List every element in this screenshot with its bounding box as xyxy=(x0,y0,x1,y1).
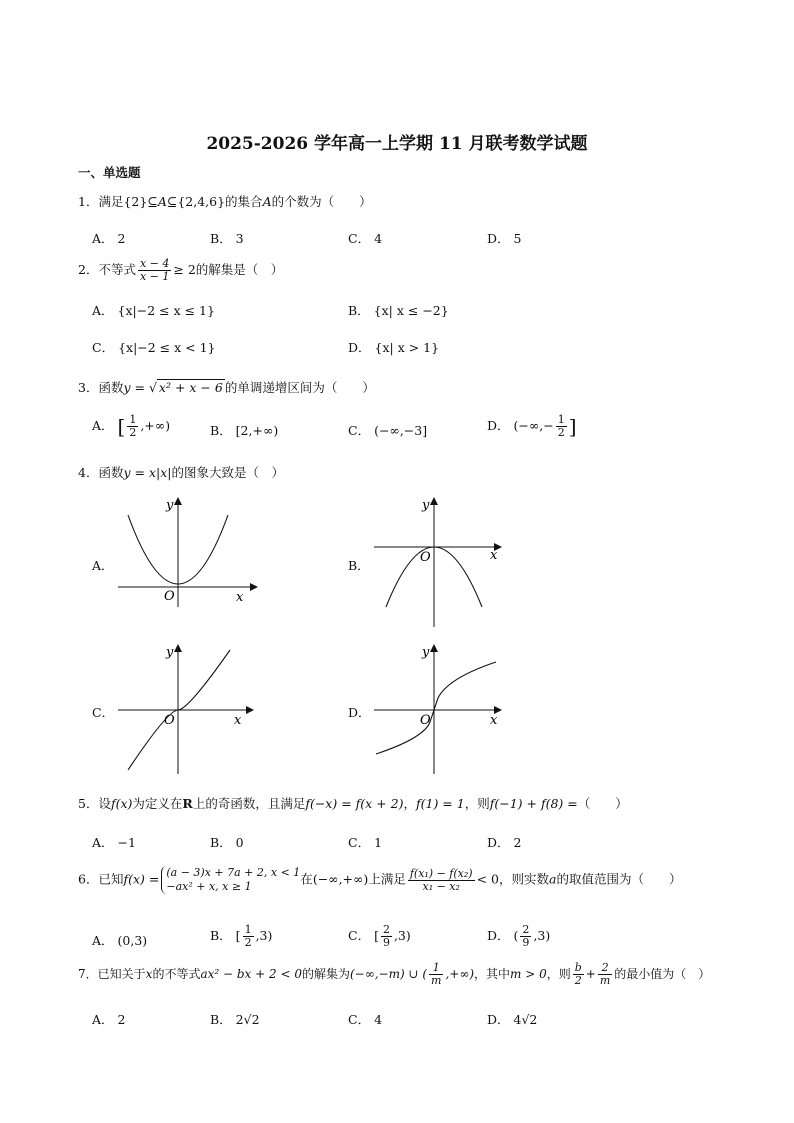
question-2 xyxy=(78,258,283,283)
math-expr: ,+∞) xyxy=(445,967,474,981)
question-text: 的解集为 xyxy=(301,967,350,981)
question-text: 的单调递增区间为（ ） xyxy=(224,380,375,395)
option-a[interactable]: A． [ $\frac{1}{2}$ ,+∞) xyxy=(92,413,171,439)
question-text: 在 xyxy=(300,871,313,887)
question-text: 的取值范围为（ ） xyxy=(556,871,682,887)
y-axis-label: y xyxy=(422,498,430,513)
question-number: 3． xyxy=(78,380,99,395)
option-b[interactable]: B． [2,+∞) xyxy=(210,423,279,438)
option-a[interactable]: A． −1 xyxy=(92,835,136,850)
math-lhs: y = xyxy=(123,380,149,395)
math-var: A xyxy=(262,194,272,209)
option-d[interactable]: D． 4√2 xyxy=(487,1012,538,1027)
question-number: 2． xyxy=(78,262,99,277)
question-text: ，则实数 xyxy=(498,871,549,887)
question-7 xyxy=(78,962,710,987)
x-axis-label: x xyxy=(490,713,498,728)
origin-label: O xyxy=(420,550,431,565)
question-text: 不等式 xyxy=(98,262,136,277)
math-symbol: + xyxy=(585,967,596,981)
question-text: 的个数为（ ） xyxy=(271,194,372,209)
option-b[interactable]: B． 3 xyxy=(210,231,244,246)
option-b[interactable]: B． xyxy=(348,558,370,573)
math-expr: m > 0 xyxy=(510,967,547,981)
question-text: ，其中 xyxy=(474,967,511,981)
question-number: 5． xyxy=(78,796,99,811)
question-text: 已知 xyxy=(98,871,124,887)
math-relation: < 0 xyxy=(476,871,499,887)
option-d[interactable]: D． (−∞,− $\frac{1}{2}$ ] xyxy=(487,413,577,439)
option-a[interactable]: A． 2 xyxy=(92,1012,126,1027)
graph-b[interactable] xyxy=(366,495,516,630)
math-var: a xyxy=(549,871,557,887)
page-title: 2025-2026 学年高一上学期 11 月联考数学试题 xyxy=(206,134,588,154)
question-text: 设 xyxy=(98,796,111,811)
question-5 xyxy=(78,794,628,812)
question-3 xyxy=(78,378,375,396)
origin-label: O xyxy=(420,713,431,728)
option-d[interactable]: D． 5 xyxy=(487,231,522,246)
question-text: 的解集是（ ） xyxy=(195,262,284,277)
option-c[interactable]: C． (−∞,−3] xyxy=(348,423,428,438)
math-fraction: $\frac{b}{2}$ xyxy=(574,961,582,987)
option-b[interactable]: B． [ $\frac{1}{2}$ ,3) xyxy=(210,923,273,949)
math-set: {2} xyxy=(123,194,148,209)
question-1 xyxy=(78,192,372,210)
math-relation: ≥ 2 xyxy=(173,262,196,277)
question-text: 的最小值为（ ） xyxy=(614,967,711,981)
question-text: 的图象大致是（ ） xyxy=(171,465,284,480)
option-c[interactable]: C． 1 xyxy=(348,835,383,850)
math-expr: f(−x) = f(x + 2) xyxy=(305,796,404,811)
option-c[interactable]: C． [ $\frac{2}{9}$ ,3) xyxy=(348,923,411,949)
question-text: 的集合 xyxy=(225,194,263,209)
math-expr: ax² − bx + 2 < 0 xyxy=(200,967,302,981)
question-number: 7． xyxy=(78,967,98,981)
question-text: 为定义在 xyxy=(132,796,183,811)
math-interval: (−∞,+∞) xyxy=(312,871,369,887)
graph-a[interactable] xyxy=(110,495,260,610)
option-b[interactable]: B． {x| x ≤ −2} xyxy=(348,303,449,318)
question-text: 函数 xyxy=(98,465,124,480)
option-d[interactable]: D． xyxy=(348,705,371,720)
option-d[interactable]: D． 2 xyxy=(487,835,522,850)
math-expr: f(1) = 1 xyxy=(415,796,465,811)
option-c[interactable]: C． {x|−2 ≤ x < 1} xyxy=(92,340,216,355)
math-expr: f(−1) + f(8) = xyxy=(489,796,578,811)
math-fraction: $\frac{1}{m}$ xyxy=(431,961,442,987)
math-set: {2,4,6} xyxy=(177,194,226,209)
question-text: 的不等式 xyxy=(152,967,201,981)
y-axis-label: y xyxy=(166,645,174,660)
option-c[interactable]: C． 4 xyxy=(348,1012,383,1027)
origin-label: O xyxy=(164,713,175,728)
question-text: 满足 xyxy=(98,194,124,209)
x-axis-label: x xyxy=(490,548,498,563)
x-axis-label: x xyxy=(234,713,242,728)
question-text: 上满足 xyxy=(368,871,406,887)
question-text: ，则 xyxy=(464,796,490,811)
option-d[interactable]: D． ( $\frac{2}{9}$ ,3) xyxy=(487,923,551,949)
math-expr: y = x|x| xyxy=(123,465,172,480)
math-fraction: $\frac{2}{m}$ xyxy=(599,961,611,987)
question-text: （ ） xyxy=(577,796,628,811)
question-number: 6． xyxy=(78,871,99,887)
question-number: 1． xyxy=(78,194,99,209)
option-b[interactable]: B． 2√2 xyxy=(210,1012,260,1027)
question-number: 4． xyxy=(78,465,99,480)
question-6 xyxy=(78,866,681,894)
math-expr: f(x) = xyxy=(123,871,160,887)
math-set: R xyxy=(182,796,193,811)
y-axis-label: y xyxy=(422,645,430,660)
sqrt-symbol: √ xyxy=(148,380,157,395)
option-d[interactable]: D． {x| x > 1} xyxy=(348,340,440,355)
math-var: A xyxy=(157,194,167,209)
math-fraction: $\frac{\text{f(x₁) − f(x₂)}}{\text{x₁ − x₂}}$ xyxy=(409,866,473,893)
section-heading: 一、单选题 xyxy=(78,165,141,180)
question-text: 函数 xyxy=(98,380,124,395)
math-symbol: ⊆ xyxy=(147,194,158,209)
option-a[interactable]: A． xyxy=(92,558,114,573)
option-a[interactable]: A． (0,3) xyxy=(92,933,148,948)
math-var: x xyxy=(145,967,153,981)
question-text: ，则 xyxy=(546,967,571,981)
option-c[interactable]: C． 4 xyxy=(348,231,383,246)
math-fraction: $\frac{x - 4}{x - 1}$ xyxy=(139,257,170,283)
option-b[interactable]: B． 0 xyxy=(210,835,244,850)
question-4 xyxy=(78,463,284,481)
option-c[interactable]: C． xyxy=(92,705,115,720)
question-text: 上的奇函数，且满足 xyxy=(192,796,306,811)
option-a[interactable]: A． {x|−2 ≤ x ≤ 1} xyxy=(92,303,215,318)
option-a[interactable]: A． 2 xyxy=(92,231,126,246)
math-radicand: x² + x − 6 xyxy=(158,380,223,395)
y-axis-label: y xyxy=(166,498,174,513)
x-axis-label: x xyxy=(236,590,244,605)
graph-c[interactable] xyxy=(110,642,260,777)
math-expr: f(x) xyxy=(110,796,133,811)
question-text: 已知关于 xyxy=(97,967,146,981)
question-text: ， xyxy=(403,796,416,811)
origin-label: O xyxy=(164,589,175,604)
math-expr: (−∞,−m) ∪ ( xyxy=(349,967,428,981)
graph-d[interactable] xyxy=(366,642,516,777)
math-symbol: ⊆ xyxy=(166,194,178,209)
piecewise-cases: (a − 3)x + 7a + 2, x < 1 −ax² + x, x ≥ 1 xyxy=(161,866,300,894)
